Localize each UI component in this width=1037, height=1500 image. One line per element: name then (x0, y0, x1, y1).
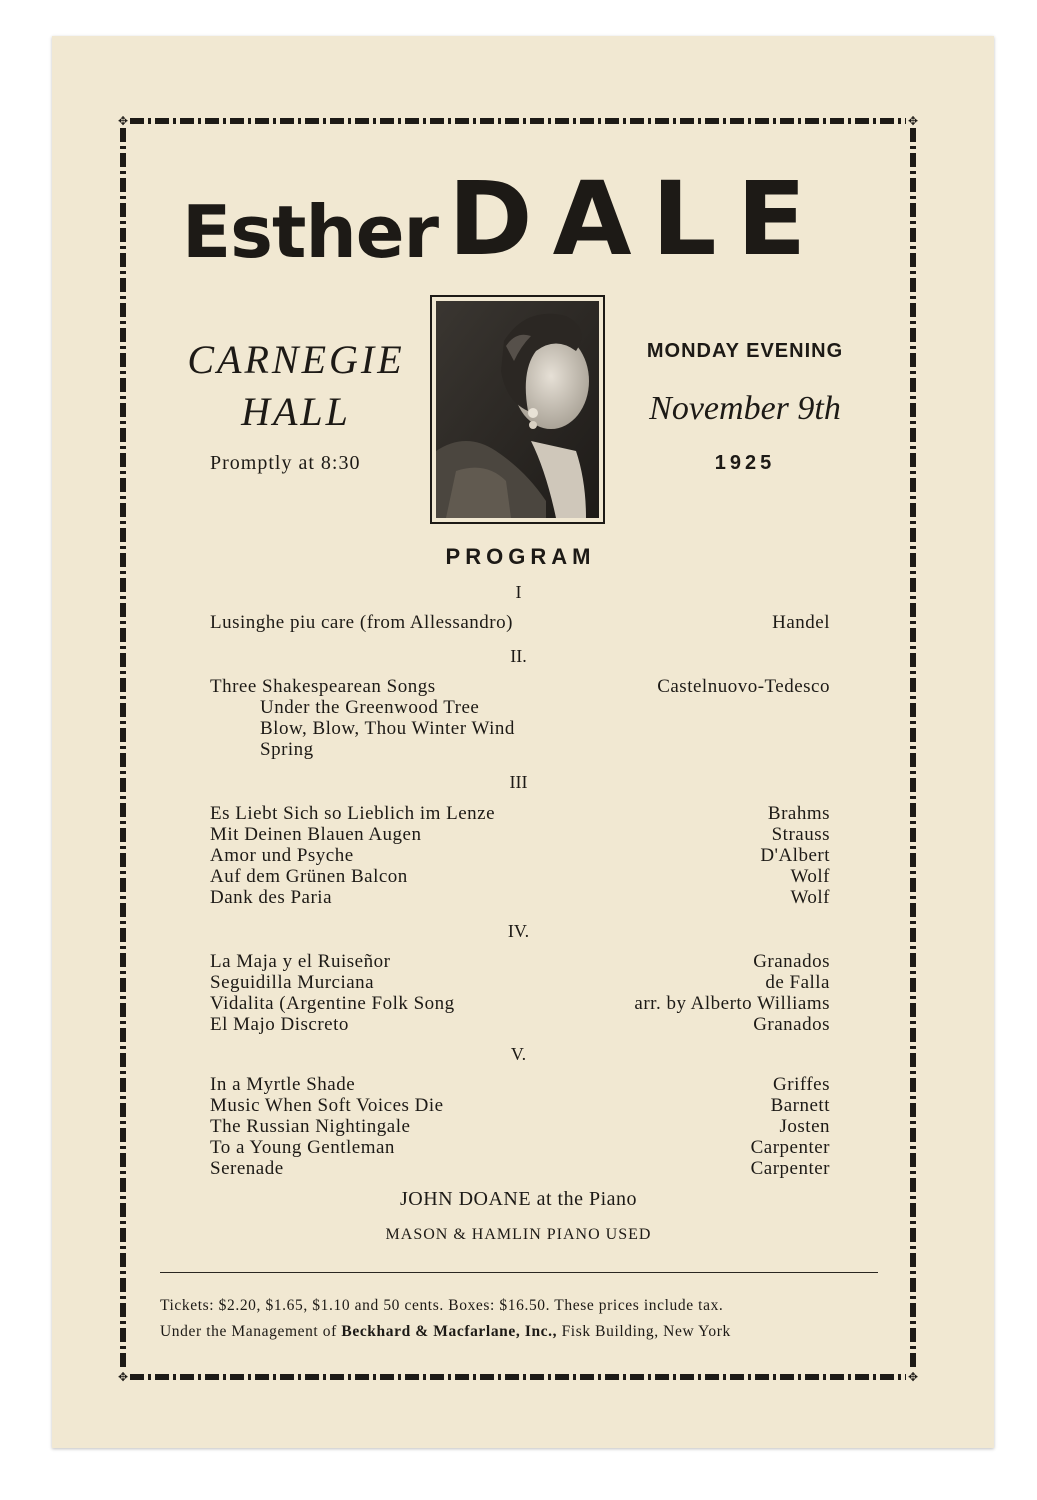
program-row (210, 824, 830, 846)
song-title: El Majo Discreto (210, 1014, 349, 1035)
program-row (210, 1074, 830, 1096)
event-day: MONDAY EVENING (646, 340, 844, 362)
program-heading: PROGRAM (445, 544, 596, 569)
composer-name: Carpenter (750, 1158, 830, 1179)
accompanist-line: JOHN DOANE at the Piano (399, 1188, 638, 1210)
piano-note: MASON & HAMLIN PIANO USED (385, 1226, 652, 1243)
composer-name: Granados (753, 1014, 830, 1035)
corner-ornament-icon: ✥ (118, 114, 129, 128)
composer-name: Handel (772, 612, 830, 633)
composer-name: Wolf (790, 887, 830, 908)
program-row (210, 972, 830, 994)
program-row (210, 612, 830, 634)
program-row (210, 1014, 830, 1036)
composer-name: Granados (753, 951, 830, 972)
section-numeral: V. (510, 1044, 527, 1064)
song-title: Seguidilla Murciana (210, 972, 375, 993)
program-row (210, 1158, 830, 1180)
portrait-photo-icon (436, 301, 599, 518)
song-title: Lusinghe piu care (from Allessandro) (210, 612, 513, 633)
program-row (210, 718, 830, 740)
section-numeral: I (515, 582, 522, 602)
border-left (120, 128, 126, 1370)
corner-ornament-icon: ✥ (118, 1370, 129, 1384)
start-time: Promptly at 8:30 (210, 452, 361, 474)
performer-first-name: Esther (182, 190, 439, 274)
corner-ornament-icon: ✥ (908, 114, 919, 128)
song-title: La Maja y el Ruiseñor (210, 951, 391, 972)
composer-name: Carpenter (750, 1137, 830, 1158)
song-title: Vidalita (Argentine Folk Song (210, 993, 455, 1014)
song-title: Dank des Paria (210, 887, 333, 908)
composer-name: de Falla (765, 972, 830, 993)
program-row (210, 866, 830, 888)
border-top (130, 118, 906, 124)
song-title: Serenade (210, 1158, 284, 1179)
song-title: Spring (260, 739, 314, 760)
section-numeral: II. (510, 646, 527, 666)
song-title: Es Liebt Sich so Lieblich im Lenze (210, 803, 496, 824)
management-suffix: Fisk Building, New York (557, 1323, 731, 1340)
program-row (210, 1095, 830, 1117)
song-title: To a Young Gentleman (210, 1137, 395, 1158)
management-prefix: Under the Management of (160, 1323, 342, 1340)
song-title: Blow, Blow, Thou Winter Wind (260, 718, 515, 739)
composer-name: Wolf (790, 866, 830, 887)
composer-name: Josten (779, 1116, 830, 1137)
song-title: The Russian Nightingale (210, 1116, 411, 1137)
management-line (160, 1323, 731, 1341)
ticket-prices: Tickets: $2.20, $1.65, $1.10 and 50 cents. Boxes: $16.50. These prices include tax. (160, 1297, 724, 1314)
section-numeral: IV. (507, 921, 530, 941)
venue-line-2: HALL (241, 389, 351, 434)
composer-name: D'Albert (760, 845, 830, 866)
song-title: Under the Greenwood Tree (260, 697, 480, 718)
song-title: In a Myrtle Shade (210, 1074, 356, 1095)
program-row (210, 803, 830, 825)
management-firm: Beckhard & Macfarlane, Inc., (341, 1323, 558, 1340)
composer-name: Strauss (771, 824, 830, 845)
program-row (210, 951, 830, 973)
footer-divider (160, 1272, 878, 1273)
performer-last-name: DALE (448, 160, 827, 279)
song-title: Music When Soft Voices Die (210, 1095, 444, 1116)
event-year: 1925 (714, 452, 776, 474)
event-date: November 9th (649, 390, 841, 427)
composer-name: Griffes (773, 1074, 830, 1095)
portrait-photo (430, 295, 605, 524)
program-row (210, 993, 830, 1015)
corner-ornament-icon: ✥ (908, 1370, 919, 1384)
program-row (210, 1116, 830, 1138)
program-row (210, 676, 830, 698)
song-title: Auf dem Grünen Balcon (210, 866, 408, 887)
program-row (210, 845, 830, 867)
section-numeral: III (509, 772, 528, 792)
program-row (210, 887, 830, 909)
composer-name: Brahms (767, 803, 830, 824)
song-title: Amor und Psyche (210, 845, 354, 866)
song-title: Mit Deinen Blauen Augen (210, 824, 422, 845)
composer-name: arr. by Alberto Williams (634, 993, 830, 1014)
song-title: Three Shakespearean Songs (210, 676, 436, 697)
border-right (910, 128, 916, 1370)
venue-line-1: CARNEGIE (187, 337, 405, 382)
program-row (210, 739, 830, 761)
composer-name: Castelnuovo-Tedesco (657, 676, 830, 697)
program-row (210, 1137, 830, 1159)
border-bottom (130, 1374, 906, 1380)
program-row (210, 697, 830, 719)
composer-name: Barnett (770, 1095, 830, 1116)
